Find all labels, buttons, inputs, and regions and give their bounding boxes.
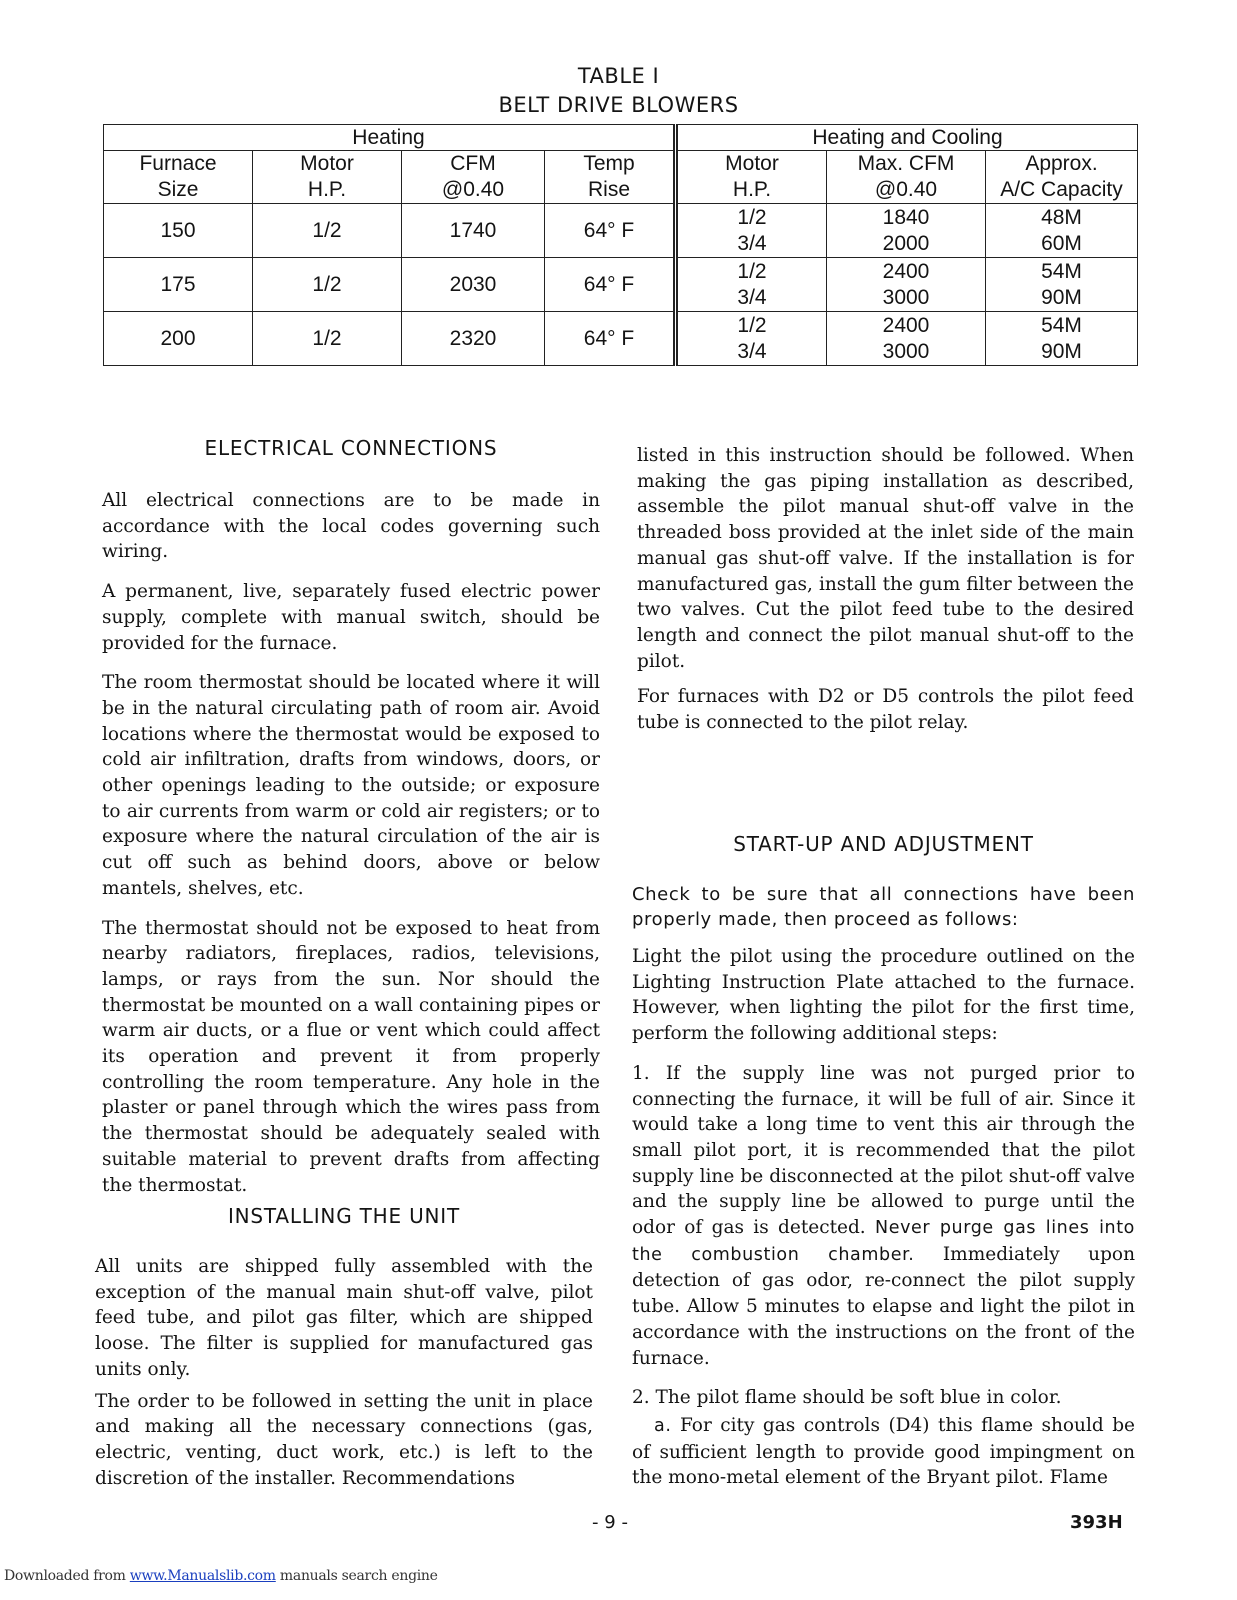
- column-header: CFM @0.40: [402, 151, 545, 204]
- cell-furnace-size: 175: [104, 258, 253, 312]
- cell-cooling-motor-hp: 1/2 3/4: [676, 258, 827, 312]
- column-header: Max. CFM @0.40: [827, 151, 986, 204]
- paragraph: All electrical connections are to be made in accordance with the local codes governing such wiring.: [102, 490, 600, 563]
- table-title-block: [0, 62, 1237, 120]
- column-header: Motor H.P.: [676, 151, 827, 204]
- cell-max-cfm: 1840 2000: [827, 204, 986, 258]
- paragraph: All units are shipped fully assembled with the exception of the manual main shut-off valve, pilot feed tube, and pilot gas filter, which are shipped loose. The filter is supplied for manufactured gas units only.: [95, 1256, 593, 1380]
- table-title: TABLE I: [577, 64, 660, 88]
- download-footer: [4, 1568, 438, 1584]
- page-number: - 9 -: [592, 1512, 628, 1533]
- cell-temp-rise: 64° F: [545, 204, 676, 258]
- paragraph-check: Check to be sure that all connections have been properly made, then proceed as follows:: [632, 884, 1135, 930]
- cell-ac-capacity: 54M 90M: [986, 258, 1138, 312]
- group-header-heating-cooling: Heating and Cooling: [676, 125, 1138, 151]
- cell-furnace-size: 150: [104, 204, 253, 258]
- table-subtitle: BELT DRIVE BLOWERS: [498, 93, 739, 117]
- cell-temp-rise: 64° F: [545, 312, 676, 366]
- warning-text: Never purge gas lines into the combustion chamber.: [632, 1218, 1135, 1265]
- cell-motor-hp: 1/2: [253, 312, 402, 366]
- cell-cfm: 1740: [402, 204, 545, 258]
- section-heading-startup: START-UP AND ADJUSTMENT: [733, 832, 1034, 856]
- paragraph-step-2: 2. The pilot flame should be soft blue in color.: [632, 1387, 1062, 1409]
- left-column-electrical: [102, 436, 600, 1198]
- table-row: [104, 204, 1138, 258]
- right-column-top: [637, 443, 1134, 736]
- paragraph: Light the pilot using the procedure outlined on the Lighting Instruction Plate attached to the furnace. However, when lighting the pilot for the first time, perform the following additional steps:: [632, 946, 1135, 1045]
- cell-max-cfm: 2400 3000: [827, 312, 986, 366]
- column-header: Temp Rise: [545, 151, 676, 204]
- cell-cooling-motor-hp: 1/2 3/4: [676, 312, 827, 366]
- cell-temp-rise: 64° F: [545, 258, 676, 312]
- belt-drive-blowers-table: [103, 124, 1138, 366]
- cell-cfm: 2030: [402, 258, 545, 312]
- cell-ac-capacity: 48M 60M: [986, 204, 1138, 258]
- section-heading-electrical: ELECTRICAL CONNECTIONS: [204, 436, 498, 460]
- footer-prefix: Downloaded from: [4, 1568, 130, 1584]
- table-row: [104, 258, 1138, 312]
- section-heading-installing: INSTALLING THE UNIT: [227, 1204, 461, 1228]
- cell-motor-hp: 1/2: [253, 204, 402, 258]
- column-header: Motor H.P.: [253, 151, 402, 204]
- cell-motor-hp: 1/2: [253, 258, 402, 312]
- group-header-heating: Heating: [104, 125, 676, 151]
- paragraph-step-2a: a. For city gas controls (D4) this flame should be of sufficient length to provide good impingment on the mono-metal element of the Bryant pilot. Flame: [632, 1414, 1135, 1489]
- paragraph: The order to be followed in setting the unit in place and making all the necessary connections (gas, electric, venting, duct work, etc.) is left to the discretion of the installer. Recommendations: [95, 1390, 593, 1489]
- right-column-startup: [632, 832, 1135, 1491]
- paragraph: The thermostat should not be exposed to heat from nearby radiators, fireplaces, radios, televisions, lamps, or rays from the sun. Nor should the thermostat be mounted on a wall containing pipes or warm air ducts, or a flue or vent which could affect its operation and prevent it from properly controlling the room temperature. Any hole in the plaster or panel through which the wires pass from the thermostat should be adequately sealed with suitable material to prevent drafts from affecting the thermostat.: [102, 917, 600, 1196]
- cell-ac-capacity: 54M 90M: [986, 312, 1138, 366]
- column-header: Furnace Size: [104, 151, 253, 204]
- paragraph: For furnaces with D2 or D5 controls the pilot feed tube is connected to the pilot relay.: [637, 686, 1134, 734]
- paragraph: A permanent, live, separately fused electric power supply, complete with manual switch, should be provided for the furnace.: [102, 581, 600, 654]
- paragraph-step-1: 1. If the supply line was not purged prior to connecting the furnace, it will be full of air. Since it would take a long time to vent this air through the small pilot port, it is recommended that the pilot supply line be disconnected at the pilot shut-off valve and the supply line be allowed to purge until the odor of gas is detected. Never purge gas lines into the combustion chamber. Immediately upon detection of gas odor, re-connect the pilot supply tube. Allow 5 minutes to elapse and light the pilot in accordance with the instructions on the front of the furnace.: [632, 1062, 1135, 1369]
- cell-furnace-size: 200: [104, 312, 253, 366]
- cell-cfm: 2320: [402, 312, 545, 366]
- document-code: 393H: [1070, 1512, 1123, 1533]
- left-column-installing: [95, 1204, 593, 1491]
- table-row: [104, 312, 1138, 366]
- paragraph: The room thermostat should be located where it will be in the natural circulating path of room air. Avoid locations where the thermostat would be exposed to cold air infiltration, drafts from windows, doors, or other openings leading to the outside; or exposure to air currents from warm or cold air registers; or to exposure where the natural circulation of the air is cut off such as behind doors, above or below mantels, shelves, etc.: [102, 672, 600, 899]
- manualslib-link[interactable]: www.Manualslib.com: [129, 1568, 276, 1584]
- paragraph: listed in this instruction should be followed. When making the gas piping installation as described, assemble the pilot manual shut-off valve in the threaded boss provided at the inlet side of the main manual gas shut-off valve. If the installation is for manufactured gas, install the gum filter between the two valves. Cut the pilot feed tube to the desired length and connect the pilot manual shut-off to the pilot.: [637, 445, 1134, 672]
- cell-max-cfm: 2400 3000: [827, 258, 986, 312]
- cell-cooling-motor-hp: 1/2 3/4: [676, 204, 827, 258]
- footer-suffix: manuals search engine: [275, 1568, 438, 1584]
- column-header: Approx. A/C Capacity: [986, 151, 1138, 204]
